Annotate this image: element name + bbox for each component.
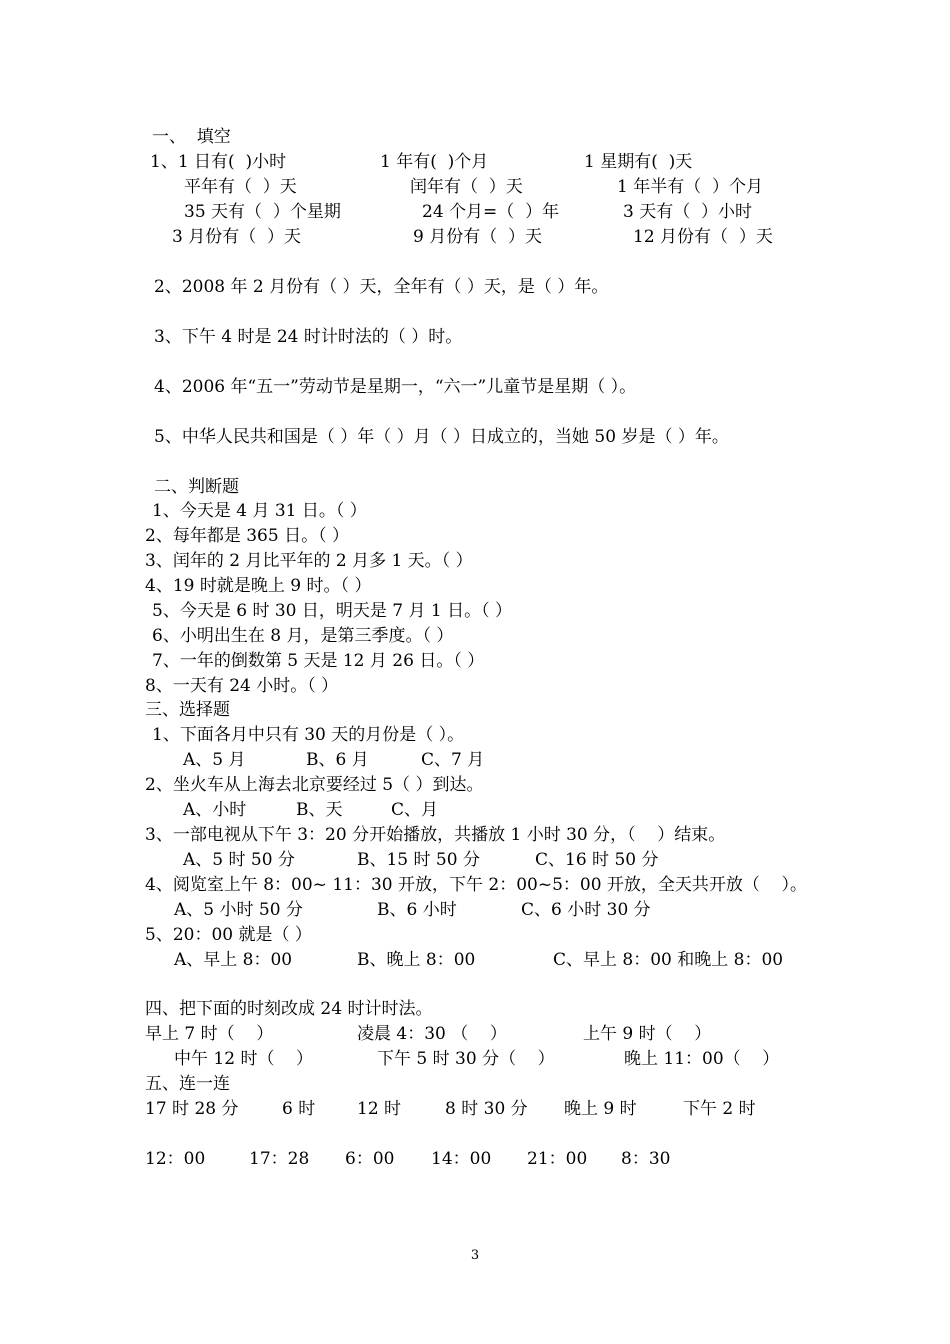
judge-item-5: 5、今天是 6 时 30 日，明天是 7 月 1 日。（ ） bbox=[152, 601, 513, 621]
choice-q3-opt-b: B、15 时 50 分 bbox=[357, 850, 480, 870]
choice-q4-opt-c: C、6 小时 30 分 bbox=[521, 900, 651, 920]
match-bottom-2: 17：28 bbox=[249, 1149, 310, 1169]
match-bottom-5: 21：00 bbox=[527, 1149, 588, 1169]
choice-q5-opt-b: B、晚上 8：00 bbox=[357, 950, 476, 970]
q1-row4-c: 12 月份有（ ）天 bbox=[633, 227, 773, 247]
match-top-1: 17 时 28 分 bbox=[145, 1099, 239, 1119]
convert-r1-c: 上午 9 时（ ） bbox=[583, 1024, 712, 1044]
convert-r2-c: 晚上 11：00（ ） bbox=[624, 1049, 780, 1069]
section5-title: 五、连一连 bbox=[145, 1074, 230, 1094]
section4-title: 四、把下面的时刻改成 24 时计时法。 bbox=[145, 999, 433, 1019]
q1-row3-a: 35 天有（ ）个星期 bbox=[184, 202, 341, 222]
choice-q5: 5、20：00 就是（ ） bbox=[145, 925, 312, 945]
choice-q4: 4、阅览室上午 8：00~ 11：30 开放，下午 2：00~5：00 开放，全天共开放（ ）。 bbox=[145, 875, 808, 895]
judge-item-1: 1、今天是 4 月 31 日。（ ） bbox=[152, 501, 367, 521]
match-top-6: 下午 2 时 bbox=[683, 1099, 756, 1119]
convert-r2-b: 下午 5 时 30 分（ ） bbox=[377, 1049, 555, 1069]
q5-text: 5、中华人民共和国是（ ）年（ ）月（ ）日成立的，当她 50 岁是（ ）年。 bbox=[154, 427, 729, 447]
choice-q1-opt-a: A、5 月 bbox=[183, 750, 246, 770]
section2-title: 二、判断题 bbox=[154, 477, 239, 497]
choice-q5-opt-c: C、早上 8：00 和晚上 8：00 bbox=[553, 950, 784, 970]
q3-text: 3、下午 4 时是 24 时计时法的（ ）时。 bbox=[154, 327, 463, 347]
judge-item-7: 7、一年的倒数第 5 天是 12 月 26 日。（ ） bbox=[152, 651, 485, 671]
convert-r2-a: 中午 12 时（ ） bbox=[174, 1049, 314, 1069]
match-bottom-1: 12：00 bbox=[145, 1149, 206, 1169]
choice-q5-opt-a: A、早上 8：00 bbox=[174, 950, 293, 970]
q1-row2-c: 1 年半有（ ）个月 bbox=[617, 177, 764, 197]
q1-row1-c: 1 星期有( )天 bbox=[584, 152, 693, 172]
match-bottom-6: 8：30 bbox=[621, 1149, 671, 1169]
q2-text: 2、2008 年 2 月份有（ ）天，全年有（ ）天，是（ ）年。 bbox=[154, 277, 609, 297]
match-top-5: 晚上 9 时 bbox=[564, 1099, 637, 1119]
judge-item-6: 6、小明出生在 8 月，是第三季度。（ ） bbox=[152, 626, 454, 646]
judge-item-4: 4、19 时就是晚上 9 时。（ ） bbox=[145, 576, 372, 596]
match-top-2: 6 时 bbox=[282, 1099, 316, 1119]
match-bottom-4: 14：00 bbox=[431, 1149, 492, 1169]
q1-row1-b: 1 年有( )个月 bbox=[380, 152, 489, 172]
q1-row2-a: 平年有（ ）天 bbox=[184, 177, 297, 197]
choice-q3: 3、一部电视从下午 3：20 分开始播放，共播放 1 小时 30 分，（ ）结束。 bbox=[145, 825, 726, 845]
choice-q2-opt-c: C、月 bbox=[391, 800, 439, 820]
page-number: 3 bbox=[470, 1248, 480, 1263]
match-top-4: 8 时 30 分 bbox=[445, 1099, 528, 1119]
choice-q1: 1、下面各月中只有 30 天的月份是（ ）。 bbox=[152, 725, 465, 745]
q1-row3-b: 24 个月=（ ）年 bbox=[422, 202, 560, 222]
section3-title: 三、选择题 bbox=[145, 700, 230, 720]
q1-row4-a: 3 月份有（ ）天 bbox=[172, 227, 302, 247]
convert-r1-b: 凌晨 4：30 （ ） bbox=[357, 1024, 507, 1044]
choice-q2-opt-a: A、小时 bbox=[183, 800, 247, 820]
choice-q3-opt-a: A、5 时 50 分 bbox=[183, 850, 295, 870]
choice-q3-opt-c: C、16 时 50 分 bbox=[535, 850, 659, 870]
judge-item-2: 2、每年都是 365 日。（ ） bbox=[145, 526, 349, 546]
choice-q1-opt-b: B、6 月 bbox=[306, 750, 369, 770]
q1-row2-b: 闰年有（ ）天 bbox=[410, 177, 523, 197]
q1-row3-c: 3 天有（ ）小时 bbox=[623, 202, 753, 222]
section1-title: 一、 填空 bbox=[152, 127, 231, 147]
q1-row1-a: 1、1 日有( )小时 bbox=[150, 152, 287, 172]
convert-r1-a: 早上 7 时（ ） bbox=[145, 1024, 274, 1044]
judge-item-3: 3、闰年的 2 月比平年的 2 月多 1 天。（ ） bbox=[145, 551, 473, 571]
judge-item-8: 8、一天有 24 小时。（ ） bbox=[145, 676, 339, 696]
q4-text: 4、2006 年“五一”劳动节是星期一，“六一”儿童节是星期（ ）。 bbox=[154, 377, 637, 397]
match-top-3: 12 时 bbox=[357, 1099, 402, 1119]
match-bottom-3: 6：00 bbox=[345, 1149, 395, 1169]
q1-row4-b: 9 月份有（ ）天 bbox=[413, 227, 543, 247]
choice-q1-opt-c: C、7 月 bbox=[421, 750, 485, 770]
choice-q4-opt-b: B、6 小时 bbox=[377, 900, 457, 920]
choice-q2: 2、坐火车从上海去北京要经过 5（ ）到达。 bbox=[145, 775, 484, 795]
choice-q2-opt-b: B、天 bbox=[296, 800, 343, 820]
choice-q4-opt-a: A、5 小时 50 分 bbox=[174, 900, 303, 920]
